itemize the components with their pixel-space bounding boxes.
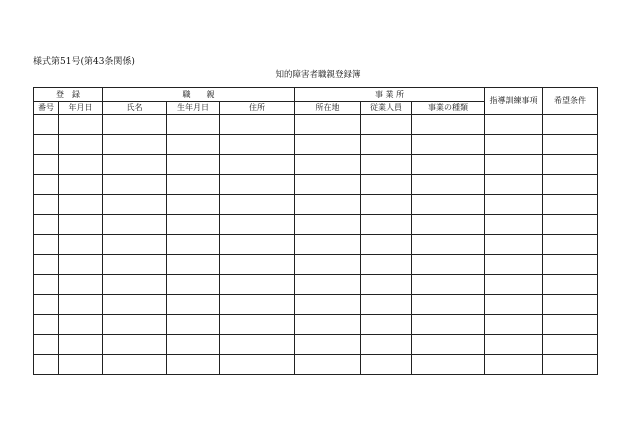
- table-cell: [34, 175, 59, 195]
- header-address: 住所: [220, 102, 295, 115]
- table-cell: [361, 235, 412, 255]
- table-cell: [34, 215, 59, 235]
- header-business-type: 事業の種類: [412, 102, 485, 115]
- table-cell: [34, 295, 59, 315]
- table-row: [34, 315, 598, 335]
- table-cell: [485, 235, 543, 255]
- table-cell: [59, 195, 103, 215]
- table-cell: [220, 175, 295, 195]
- table-cell: [220, 255, 295, 275]
- table-cell: [220, 195, 295, 215]
- table-cell: [59, 255, 103, 275]
- form-number-label: 様式第51号(第43条関係): [33, 57, 135, 67]
- table-cell: [361, 195, 412, 215]
- table-cell: [167, 315, 220, 335]
- table-cell: [220, 135, 295, 155]
- table-row: [34, 195, 598, 215]
- table-row: [34, 255, 598, 275]
- table-cell: [485, 115, 543, 135]
- table-cell: [295, 215, 361, 235]
- table-cell: [167, 255, 220, 275]
- table-cell: [412, 115, 485, 135]
- table-cell: [412, 215, 485, 235]
- table-cell: [295, 355, 361, 375]
- table-cell: [485, 295, 543, 315]
- table-cell: [361, 295, 412, 315]
- table-cell: [103, 295, 167, 315]
- table-cell: [412, 335, 485, 355]
- table-row: [34, 235, 598, 255]
- table-cell: [412, 235, 485, 255]
- table-cell: [34, 155, 59, 175]
- table-cell: [59, 335, 103, 355]
- table-cell: [485, 215, 543, 235]
- table-cell: [59, 355, 103, 375]
- table-cell: [103, 195, 167, 215]
- table-cell: [543, 235, 598, 255]
- table-cell: [295, 295, 361, 315]
- table-cell: [34, 135, 59, 155]
- table-cell: [34, 275, 59, 295]
- table-row: [34, 175, 598, 195]
- table-cell: [361, 115, 412, 135]
- table-row: [34, 335, 598, 355]
- table-cell: [412, 175, 485, 195]
- table-cell: [412, 295, 485, 315]
- table-cell: [220, 275, 295, 295]
- table-row: [34, 155, 598, 175]
- table-cell: [485, 255, 543, 275]
- table-row: [34, 135, 598, 155]
- table-row: [34, 275, 598, 295]
- table-cell: [361, 255, 412, 275]
- table-cell: [59, 235, 103, 255]
- registry-table: [33, 87, 598, 375]
- table-cell: [412, 355, 485, 375]
- table-cell: [220, 235, 295, 255]
- table-cell: [543, 155, 598, 175]
- table-cell: [543, 215, 598, 235]
- table-cell: [361, 135, 412, 155]
- header-guidance-items: 指導訓練事項: [485, 88, 543, 115]
- table-cell: [361, 355, 412, 375]
- table-cell: [543, 195, 598, 215]
- table-cell: [167, 195, 220, 215]
- table-cell: [103, 175, 167, 195]
- table-cell: [295, 315, 361, 335]
- table-cell: [59, 175, 103, 195]
- group-foster-parent: 職 親: [103, 88, 295, 102]
- table-cell: [167, 355, 220, 375]
- header-row-groups: [34, 88, 598, 102]
- table-cell: [485, 275, 543, 295]
- table-cell: [412, 315, 485, 335]
- table-cell: [103, 235, 167, 255]
- table-cell: [412, 275, 485, 295]
- table-cell: [59, 315, 103, 335]
- table-cell: [103, 135, 167, 155]
- table-cell: [361, 215, 412, 235]
- table-cell: [295, 115, 361, 135]
- table-cell: [103, 335, 167, 355]
- table-cell: [167, 215, 220, 235]
- table-cell: [412, 195, 485, 215]
- table-cell: [543, 115, 598, 135]
- table-row: [34, 355, 598, 375]
- table-cell: [412, 255, 485, 275]
- table-cell: [103, 355, 167, 375]
- table-cell: [167, 155, 220, 175]
- table-cell: [361, 335, 412, 355]
- table-cell: [59, 115, 103, 135]
- table-row: [34, 115, 598, 135]
- table-cell: [543, 275, 598, 295]
- table-cell: [220, 315, 295, 335]
- group-registration: 登 録: [34, 88, 103, 102]
- table-cell: [361, 155, 412, 175]
- table-cell: [34, 335, 59, 355]
- table-cell: [543, 295, 598, 315]
- table-body: [34, 115, 598, 375]
- table-cell: [220, 115, 295, 135]
- table-cell: [543, 135, 598, 155]
- table-cell: [485, 135, 543, 155]
- table-cell: [103, 255, 167, 275]
- table-row: [34, 295, 598, 315]
- table-cell: [167, 235, 220, 255]
- table-cell: [59, 155, 103, 175]
- header-employees: 従業人員: [361, 102, 412, 115]
- table-cell: [34, 355, 59, 375]
- table-cell: [295, 135, 361, 155]
- table-cell: [103, 315, 167, 335]
- table-cell: [103, 215, 167, 235]
- table-cell: [295, 235, 361, 255]
- table-cell: [543, 315, 598, 335]
- header-number: 番号: [34, 102, 59, 115]
- header-name: 氏名: [103, 102, 167, 115]
- table-cell: [167, 335, 220, 355]
- header-location: 所在地: [295, 102, 361, 115]
- table-cell: [167, 275, 220, 295]
- table-cell: [59, 275, 103, 295]
- table-cell: [220, 355, 295, 375]
- table-cell: [543, 355, 598, 375]
- table-cell: [485, 175, 543, 195]
- table-cell: [34, 235, 59, 255]
- table-cell: [34, 195, 59, 215]
- table-cell: [361, 175, 412, 195]
- table-cell: [295, 335, 361, 355]
- table-cell: [543, 255, 598, 275]
- table-cell: [220, 295, 295, 315]
- table-cell: [412, 135, 485, 155]
- table-cell: [543, 175, 598, 195]
- table-cell: [167, 135, 220, 155]
- table-cell: [220, 335, 295, 355]
- table-cell: [485, 155, 543, 175]
- table-cell: [485, 355, 543, 375]
- table-cell: [103, 115, 167, 135]
- table-cell: [167, 115, 220, 135]
- table-cell: [167, 175, 220, 195]
- table-cell: [34, 315, 59, 335]
- table-cell: [220, 155, 295, 175]
- table-cell: [34, 255, 59, 275]
- header-birth-date: 生年月日: [167, 102, 220, 115]
- table-cell: [295, 175, 361, 195]
- group-establishment: 事 業 所: [295, 88, 485, 102]
- table-cell: [34, 115, 59, 135]
- table-cell: [295, 255, 361, 275]
- table-cell: [59, 135, 103, 155]
- table-cell: [412, 155, 485, 175]
- table-cell: [485, 195, 543, 215]
- table-cell: [220, 215, 295, 235]
- document-title: 知的障害者職親登録簿: [275, 70, 361, 80]
- header-desired-conditions: 希望条件: [543, 88, 598, 115]
- table-cell: [103, 275, 167, 295]
- table-cell: [543, 335, 598, 355]
- table-cell: [295, 155, 361, 175]
- table-cell: [59, 295, 103, 315]
- table-cell: [295, 195, 361, 215]
- table-cell: [485, 335, 543, 355]
- table-cell: [361, 275, 412, 295]
- table-cell: [167, 295, 220, 315]
- table-cell: [295, 275, 361, 295]
- table-cell: [485, 315, 543, 335]
- header-date: 年月日: [59, 102, 103, 115]
- table-row: [34, 215, 598, 235]
- table-cell: [361, 315, 412, 335]
- table-cell: [59, 215, 103, 235]
- table-cell: [103, 155, 167, 175]
